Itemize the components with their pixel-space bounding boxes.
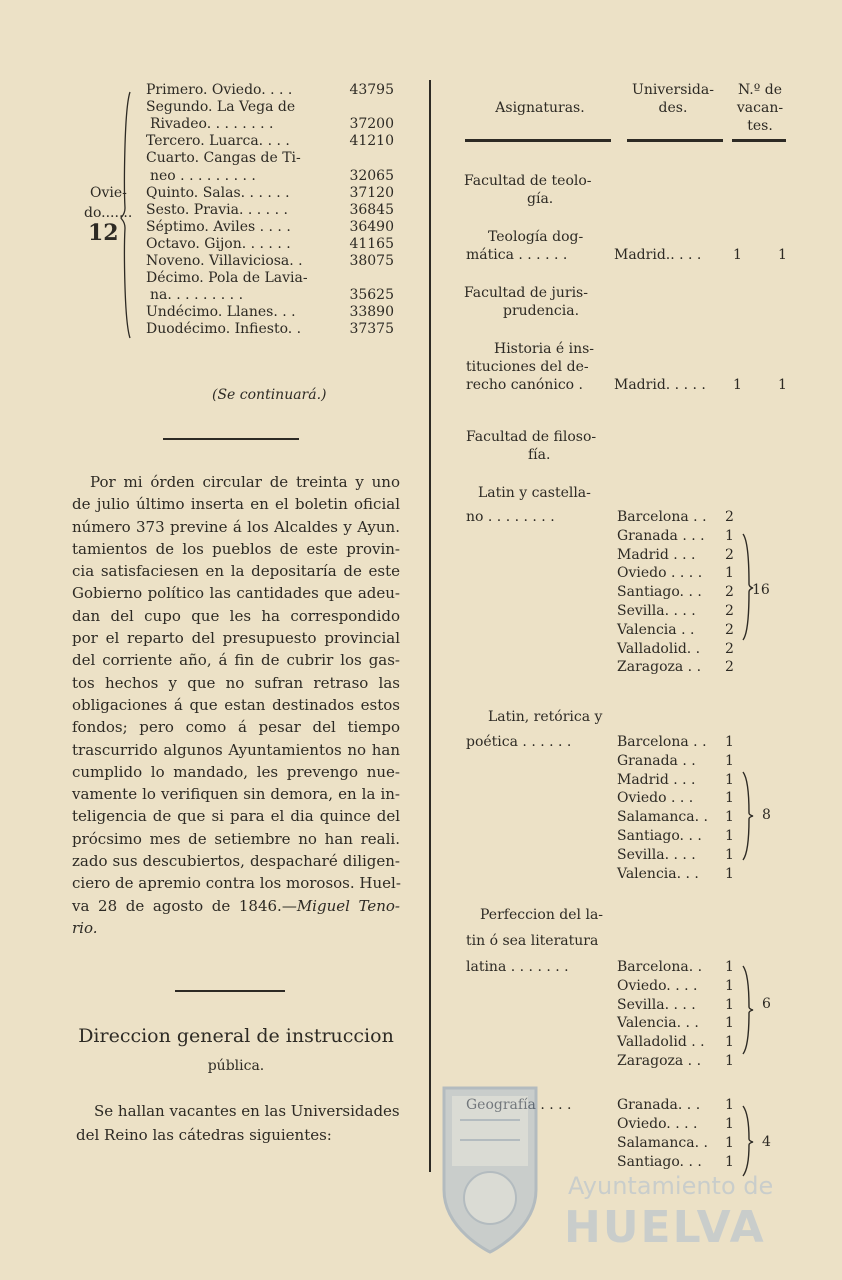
district-population: 41210	[349, 133, 394, 150]
vacancy-count: 1	[725, 752, 734, 769]
circular-line: cumplido lo mandado, les prevengo nue-	[72, 762, 400, 781]
university-madrid: Madrid. . . . .	[614, 377, 706, 393]
district-population: 36845	[349, 201, 394, 218]
university-name: Barcelona . .	[617, 509, 707, 525]
university-name: Valencia . .	[617, 621, 695, 638]
university-name: Valencia. . .	[617, 1015, 699, 1032]
university-name: Santiago. . .	[617, 584, 702, 601]
circular-paragraph	[72, 471, 400, 939]
circular-line: tamientos de los pueblos de este provin-	[72, 539, 400, 558]
district-population: 37200	[349, 116, 394, 133]
vacancy-count: 1	[725, 865, 734, 882]
district-label: na. . . . . . . . .	[150, 287, 244, 304]
section-teologia: Facultad de teolo-	[464, 173, 592, 189]
vacancy-count: 1	[733, 377, 742, 393]
signature-name-end: rio.	[72, 918, 98, 937]
group-total-latin-castellano: 16	[752, 582, 770, 598]
circular-line: por el reparto del presupuesto provincial	[72, 629, 400, 648]
oviedo-group-count: 12	[88, 220, 119, 246]
circular-line: ciero de apremio contra los morosos. Huel-	[72, 874, 401, 893]
subject-perfeccion-latin: Perfeccion del la-	[480, 907, 604, 923]
district-population: 35625	[349, 287, 394, 304]
district-label: Quinto. Salas. . . . . .	[146, 184, 290, 201]
divider-1	[163, 438, 299, 440]
subject-latin-retorica: Latin, retórica y	[488, 709, 603, 725]
district-population: 38075	[349, 253, 394, 269]
university-name: Sevilla. . . .	[617, 846, 696, 863]
vacancy-count: 1	[725, 959, 734, 975]
vacancy-count: 1	[725, 790, 734, 807]
header-vacantes-3: tes.	[747, 118, 773, 134]
vacancy-count: 2	[725, 640, 734, 657]
continuation-note: (Se continuará.)	[212, 387, 327, 403]
vacancy-count: 1	[725, 846, 734, 863]
brace-latin-castellano	[741, 532, 755, 642]
circular-line-signature: va 28 de agosto de 1846.—Miguel Teno-	[72, 896, 400, 915]
circular-line: número 373 previne á los Alcaldes y Ayun.	[72, 517, 400, 536]
district-label: Octavo. Gijon. . . . . .	[146, 235, 291, 252]
circular-line: cia satisfaciesen en la depositaría de este	[72, 562, 400, 581]
university-name: Oviedo. . . .	[617, 977, 698, 994]
vacancy-count: 1	[725, 734, 734, 750]
subject-perfeccion-latin-cont-1: tin ó sea literatura	[466, 933, 599, 949]
watermark-line-1: Ayuntamiento de	[568, 1172, 774, 1200]
vacancy-count: 1	[725, 996, 734, 1013]
header-vacantes-2: vacan-	[736, 100, 784, 116]
subject-teologia-dogmatica: Teología dog-	[488, 229, 584, 245]
university-name: Barcelona . .	[617, 734, 707, 750]
vacancy-count: 1	[725, 1154, 734, 1170]
circular-line: tos hechos y que no sufran retraso las	[72, 673, 400, 692]
district-population: 37375	[349, 321, 394, 338]
district-label: Séptimo. Aviles . . . .	[146, 218, 291, 235]
circular-line: del corriente año, á fin de cubrir los gas-	[72, 651, 400, 670]
university-name: Oviedo. . . .	[617, 1116, 698, 1132]
subject-perfeccion-latin-cont-2: latina . . . . . . .	[466, 959, 569, 975]
university-name: Sevilla. . . .	[617, 603, 696, 619]
circular-line: obligaciones á que estan destinados estos	[72, 695, 400, 714]
direccion-subtitle: pública.	[207, 1058, 265, 1074]
oviedo-group-label-1: Ovie-	[90, 185, 127, 201]
circular-line: zado sus descubiertos, despacharé diligen-	[72, 852, 400, 871]
university-name: Salamanca. .	[617, 809, 708, 826]
vacancy-count: 2	[725, 603, 734, 619]
vacancy-count: 2	[725, 621, 734, 638]
oviedo-brace	[120, 90, 134, 340]
vacancy-count: 2	[725, 546, 734, 563]
district-population: 33890	[349, 304, 394, 321]
watermark-line-2: HUELVA	[564, 1202, 766, 1253]
vacancy-count: 1	[725, 977, 734, 994]
university-name: Zaragoza . .	[617, 659, 702, 676]
university-name: Zaragoza . .	[617, 1053, 702, 1069]
circular-line: trascurrido algunos Ayuntamientos no han	[72, 740, 400, 759]
vacancy-count: 2	[725, 509, 734, 525]
vacancy-count: 1	[725, 828, 734, 844]
circular-line: fondos; pero como á pesar del tiempo	[72, 718, 400, 737]
circular-line: de julio último inserta en el boletin oficial	[72, 495, 400, 514]
university-name: Valencia. . .	[617, 865, 699, 882]
circular-line: dan del cupo que les ha correspondido	[72, 606, 400, 625]
university-madrid: Madrid.. . . .	[614, 247, 702, 263]
vacancy-count: 2	[725, 659, 734, 676]
subject-latin-castellano: Latin y castella-	[478, 485, 591, 501]
circular-line: Por mi órden circular de treinta y uno	[90, 473, 400, 491]
district-population: 36490	[349, 218, 394, 235]
district-population: 41165	[349, 235, 394, 252]
subject-latin-retorica-cont: poética . . . . . .	[466, 734, 572, 750]
header-rule-1	[465, 139, 611, 142]
section-filosofia: Facultad de filoso-	[466, 429, 597, 445]
university-name: Barcelona. .	[617, 959, 703, 975]
university-name: Madrid . . .	[617, 771, 696, 788]
brace-geografia	[741, 1104, 755, 1178]
district-label: Tercero. Luarca. . . .	[146, 133, 290, 150]
district-population: 32065	[349, 167, 394, 184]
university-name: Madrid . . .	[617, 546, 696, 563]
vacancy-count: 1	[725, 809, 734, 826]
district-label: Primero. Oviedo. . . .	[146, 82, 293, 98]
district-label: Duodécimo. Infiesto. .	[146, 321, 302, 338]
circular-line: prócsimo mes de setiembre no han reali.	[72, 829, 400, 848]
vacancy-count: 1	[733, 247, 742, 263]
section-jurisprudencia-cont: prudencia.	[503, 303, 580, 319]
vacancy-count: 1	[725, 1053, 734, 1069]
circular-line: vamente lo verifiquen sin demora, en la in-	[72, 785, 400, 804]
subject-historia: Historia é ins-	[494, 341, 595, 357]
district-label: Rivadeo. . . . . . . .	[150, 116, 274, 133]
university-name: Valladolid. .	[617, 640, 701, 657]
district-label: Sesto. Pravia. . . . . .	[146, 201, 288, 218]
university-name: Granada. . .	[617, 1097, 701, 1113]
university-name: Granada . . .	[617, 527, 705, 544]
vacancy-count: 1	[725, 1097, 734, 1113]
header-asignaturas: Asignaturas.	[495, 100, 585, 116]
vacancy-count: 1	[725, 771, 734, 788]
circular-line: Gobierno político las cantidades que adeu-	[72, 584, 400, 603]
circular-date: va 28 de agosto de 1846.	[72, 896, 282, 915]
district-label: neo . . . . . . . . .	[150, 167, 256, 184]
group-total-latin-retorica: 8	[762, 807, 771, 823]
subject-latin-castellano-cont: no . . . . . . . .	[466, 509, 555, 525]
district-label: Segundo. La Vega de	[146, 99, 296, 116]
subject-teologia-dogmatica-cont: mática . . . . . .	[466, 247, 568, 263]
brace-latin-retorica	[741, 770, 755, 862]
vacancy-count: 1	[725, 565, 734, 582]
header-vacantes-1: N.º de	[737, 82, 783, 98]
signature-name: Miguel Teno-	[296, 896, 400, 915]
subject-geografia: Geografía . . . .	[466, 1097, 572, 1113]
circular-line	[72, 917, 400, 939]
university-name: Oviedo . . . .	[617, 565, 703, 582]
brace-perfeccion	[741, 964, 755, 1056]
university-name: Sevilla. . . .	[617, 996, 696, 1013]
direccion-title: Direccion general de instruccion	[78, 1025, 394, 1047]
subject-historia-cont-1: tituciones del de-	[466, 359, 589, 375]
header-universidades-2: des.	[658, 100, 688, 116]
section-jurisprudencia: Facultad de juris-	[464, 285, 588, 301]
district-population: 43795	[349, 82, 394, 98]
university-name: Valladolid . .	[617, 1034, 705, 1051]
university-name: Granada . .	[617, 752, 696, 769]
direccion-intro-2: del Reino las cátedras siguientes:	[76, 1126, 332, 1144]
circular-line: teligencia de que si para el dia quince del	[72, 807, 400, 826]
district-population: 37120	[349, 184, 394, 201]
vacancy-count: 1	[725, 1015, 734, 1032]
university-name: Santiago. . .	[617, 1154, 702, 1170]
district-label: Cuarto. Cangas de Ti-	[146, 150, 301, 167]
group-total-perfeccion: 6	[762, 996, 771, 1012]
subject-historia-cont-2: recho canónico .	[466, 377, 584, 393]
vacancy-count: 1	[725, 527, 734, 544]
section-teologia-cont: gía.	[527, 191, 554, 207]
column-divider	[429, 80, 431, 1172]
vacancy-total: 1	[778, 247, 787, 263]
district-label: Undécimo. Llanes. . .	[146, 304, 296, 321]
district-label: Décimo. Pola de Lavia-	[146, 270, 308, 287]
vacancy-count: 2	[725, 584, 734, 601]
university-name: Oviedo . . .	[617, 790, 694, 807]
group-total-geografia: 4	[762, 1134, 771, 1150]
section-filosofia-cont: fía.	[528, 447, 551, 463]
header-rule-2	[627, 139, 723, 142]
direccion-intro-1: Se hallan vacantes en las Universidades	[94, 1102, 400, 1120]
header-universidades-1: Universida-	[632, 82, 714, 98]
divider-2	[175, 990, 285, 992]
district-label: Noveno. Villaviciosa. .	[146, 253, 303, 269]
university-name: Salamanca. .	[617, 1135, 708, 1151]
vacancy-count: 1	[725, 1135, 734, 1151]
vacancy-total: 1	[778, 377, 787, 393]
vacancy-count: 1	[725, 1116, 734, 1132]
university-name: Santiago. . .	[617, 828, 702, 844]
header-rule-3	[732, 139, 786, 142]
oviedo-group-label-2: do.......	[84, 205, 133, 221]
vacancy-count: 1	[725, 1034, 734, 1051]
